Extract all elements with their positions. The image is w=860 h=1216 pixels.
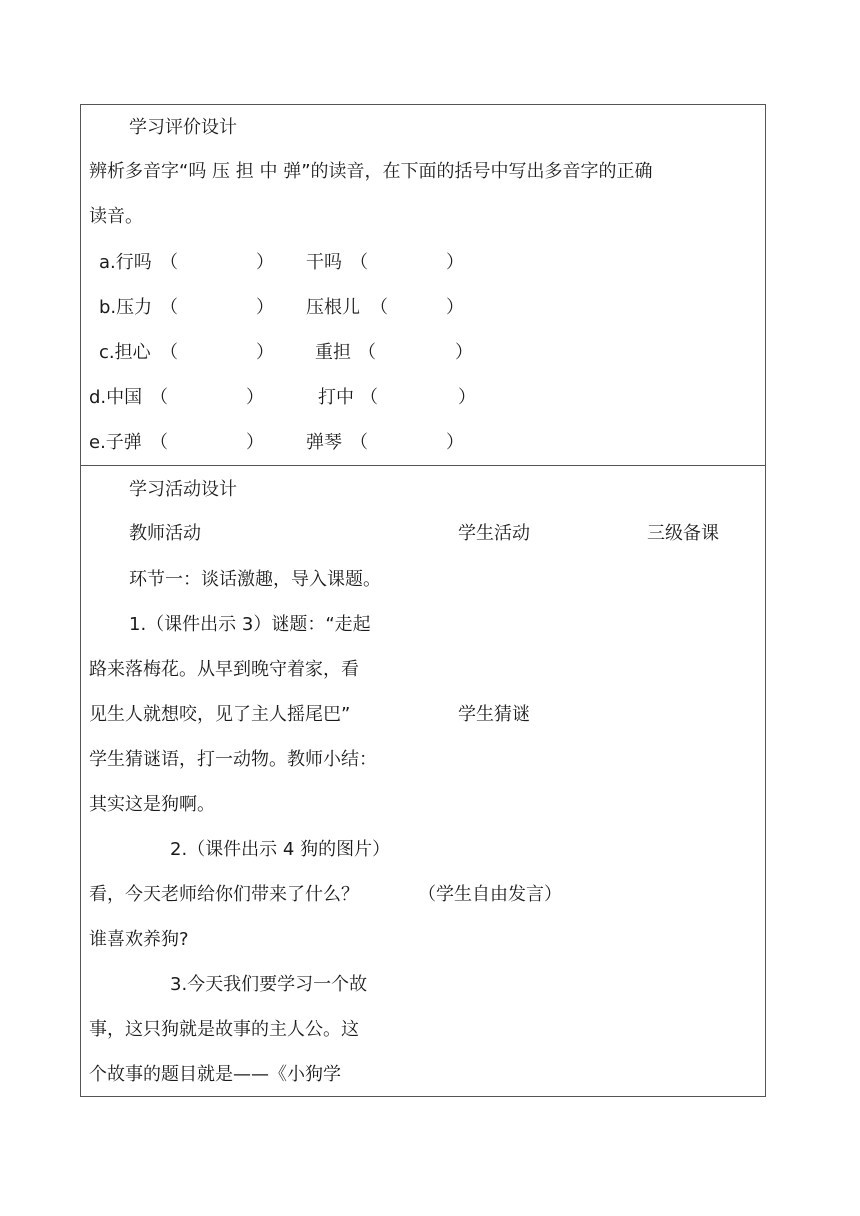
paragraph-1-line-5: 其实这是狗啊。 [89, 794, 215, 815]
item-b-paren-open: （ [160, 297, 178, 318]
paragraph-2-line-3: 谁喜欢养狗? [89, 929, 189, 950]
item-c-right-paren-close: ） [455, 342, 473, 363]
student-activity-2: （学生自由发言） [418, 884, 562, 905]
item-d-right-paren-close: ） [458, 387, 476, 408]
item-c-right: 重担 [315, 342, 351, 363]
paragraph-3-line-2: 事，这只狗就是故事的主人公。这 [89, 1019, 359, 1040]
item-b-paren-close: ） [256, 297, 274, 318]
item-a-paren-close: ） [256, 252, 274, 273]
item-a-right: 干吗 [306, 252, 342, 273]
item-d-paren-open: （ [150, 387, 168, 408]
item-c-paren-open: （ [160, 342, 178, 363]
item-d-paren-close: ） [246, 387, 264, 408]
activity-heading: 学习活动设计 [129, 479, 237, 500]
row-divider [80, 465, 766, 466]
item-e-right-paren-open: （ [350, 432, 368, 453]
paragraph-1-line-2: 路来落梅花。从早到晚守着家，看 [89, 659, 359, 680]
paragraph-2-line-1: 2.（课件出示 4 狗的图片） [170, 839, 391, 860]
paragraph-3-line-1: 3.今天我们要学习一个故 [170, 974, 368, 995]
item-c-label: c.担心 [99, 342, 151, 363]
item-b-label: b.压力 [99, 297, 153, 318]
instruction-line-1: 辨析多音字“吗 压 担 中 弹”的读音，在下面的括号中写出多音字的正确 [89, 161, 653, 182]
item-d-label: d.中国 [89, 387, 143, 408]
item-a-paren-open: （ [160, 252, 178, 273]
paragraph-1-line-1: 1.（课件出示 3）谜题：“走起 [129, 614, 371, 635]
column-student: 学生活动 [458, 523, 530, 544]
paragraph-1-line-4: 学生猜谜语，打一动物。教师小结： [89, 749, 377, 770]
paragraph-3-line-3: 个故事的题目就是——《小狗学 [89, 1064, 341, 1085]
item-d-right: 打中 [318, 387, 354, 408]
item-e-label: e.子弹 [89, 432, 142, 453]
item-e-right: 弹琴 [306, 432, 342, 453]
step-1-title: 环节一：谈话激趣，导入课题。 [129, 569, 381, 590]
item-a-right-paren-close: ） [446, 252, 464, 273]
item-e-paren-open: （ [150, 432, 168, 453]
item-c-paren-close: ） [256, 342, 274, 363]
item-b-right: 压根儿 [306, 297, 360, 318]
student-activity-1: 学生猜谜 [458, 704, 530, 725]
item-a-right-paren-open: （ [350, 252, 368, 273]
paragraph-1-line-3: 见生人就想咬，见了主人摇尾巴” [89, 704, 351, 725]
item-b-right-paren-open: （ [370, 297, 388, 318]
item-d-right-paren-open: （ [360, 387, 378, 408]
item-e-right-paren-close: ） [446, 432, 464, 453]
item-a-label: a.行吗 [99, 252, 152, 273]
item-c-right-paren-open: （ [358, 342, 376, 363]
item-b-right-paren-close: ） [446, 297, 464, 318]
paragraph-2-line-2: 看，今天老师给你们带来了什么？ [89, 884, 359, 905]
instruction-line-2: 读音。 [89, 206, 143, 227]
item-e-paren-close: ） [246, 432, 264, 453]
column-teacher: 教师活动 [129, 523, 201, 544]
evaluation-heading: 学习评价设计 [129, 117, 237, 138]
column-prep: 三级备课 [647, 523, 719, 544]
